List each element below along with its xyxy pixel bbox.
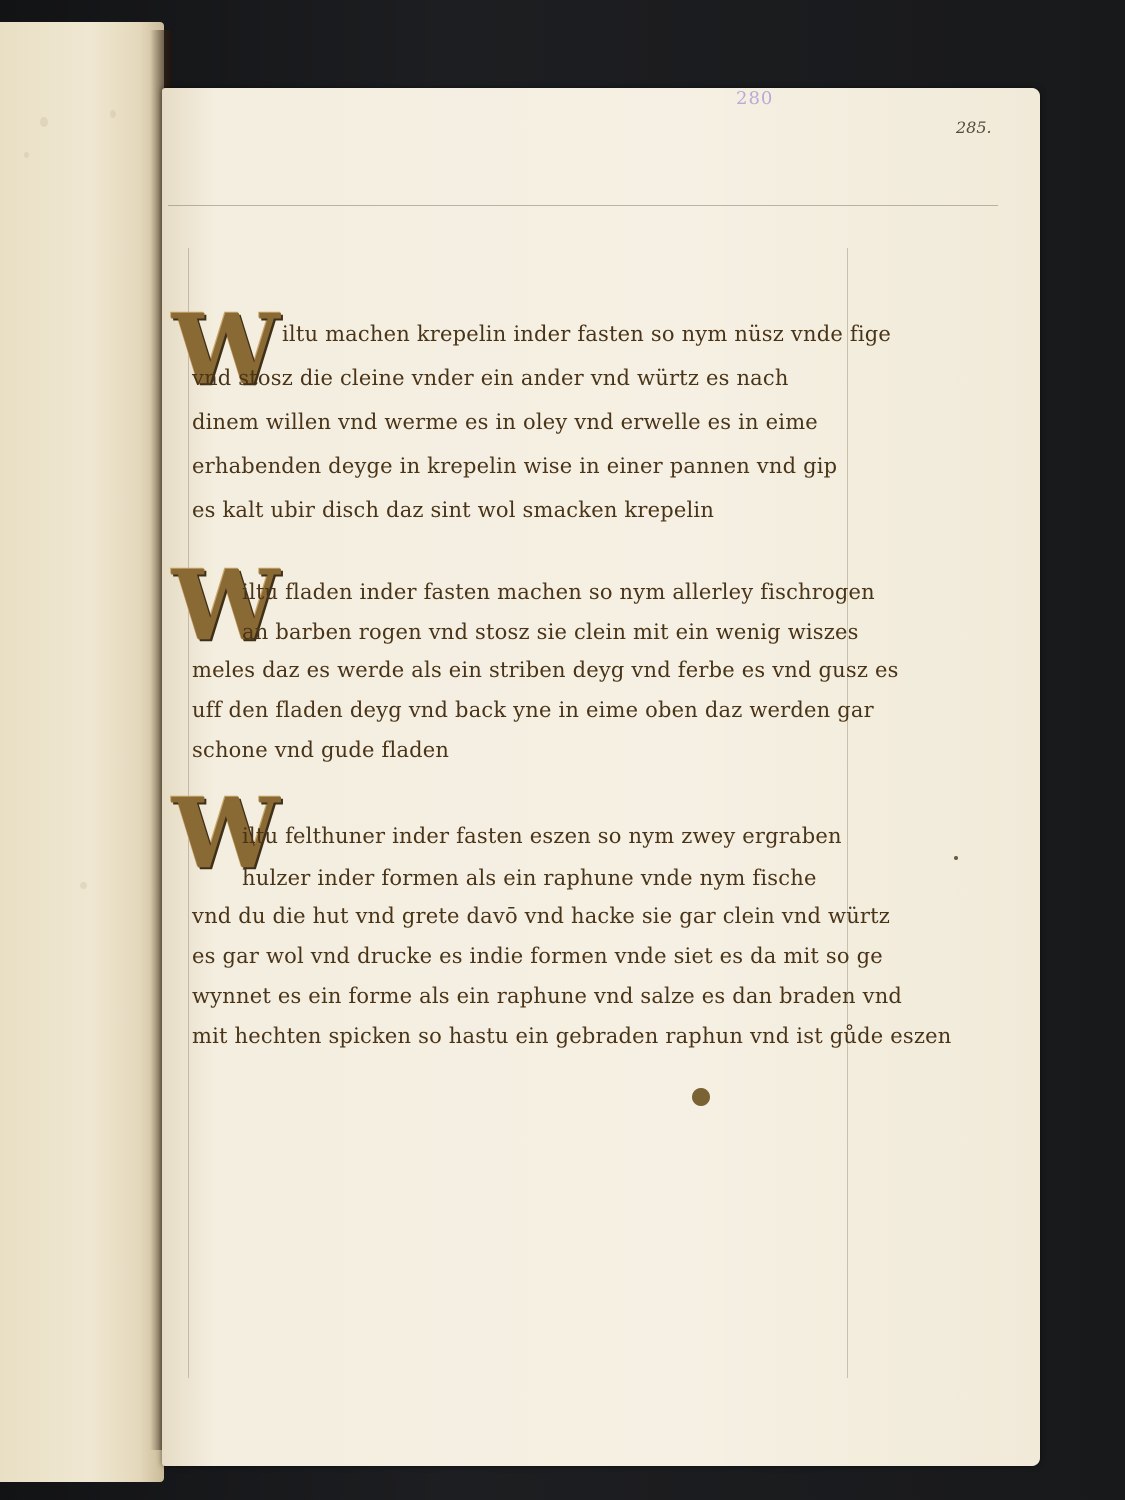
text-line: dinem willen vnd werme es in oley vnd erwelle es in eime: [192, 410, 818, 434]
text-line: an barben rogen vnd stosz sie clein mit ein wenig wiszes: [242, 620, 859, 644]
text-line: es kalt ubir disch daz sint wol smacken krepelin: [192, 498, 715, 522]
ruled-line-top: [168, 205, 998, 206]
recipe-paragraph-2: [172, 549, 899, 778]
recipe-paragraph-1: [172, 293, 892, 522]
decorated-initial: W: [172, 777, 280, 890]
text-line: vnd du die hut vnd grete davō vnd hacke sie gar clein vnd würtz: [192, 904, 891, 928]
facing-page: [0, 22, 164, 1482]
decorated-initial: W: [172, 549, 280, 662]
text-line: iltu machen krepelin inder fasten so nym nüsz vnde fige: [282, 322, 892, 346]
recipe-paragraph-3: [172, 777, 952, 1066]
text-line: iltu fladen inder fasten machen so nym allerley fischrogen: [242, 580, 875, 604]
text-line: schone vnd gude fladen: [192, 738, 450, 762]
text-line: iltu felthuner inder fasten eszen so nym zwey ergraben: [242, 824, 842, 848]
decorated-initial: W: [172, 293, 280, 406]
text-line: meles daz es werde als ein striben deyg vnd ferbe es vnd gusz es: [192, 658, 899, 682]
ink-speck: [954, 856, 958, 860]
text-line: mit hechten spicken so hastu ein gebraden raphun vnd ist gůde eszen: [192, 1024, 952, 1048]
manuscript-page: [162, 88, 1040, 1466]
ink-folio-number: 285.: [956, 118, 992, 137]
show-through-text: [222, 226, 372, 244]
text-line: uff den fladen deyg vnd back yne in eime oben daz werden gar: [192, 698, 874, 722]
ink-blot: [692, 1088, 710, 1106]
text-line: erhabenden deyge in krepelin wise in einer pannen vnd gip: [192, 454, 838, 478]
pencil-folio-number: 280: [736, 88, 774, 109]
text-line: wynnet es ein forme als ein raphune vnd salze es dan braden vnd: [192, 984, 903, 1008]
text-line: hulzer inder formen als ein raphune vnde nym fische: [242, 866, 817, 890]
text-line: es gar wol vnd drucke es indie formen vnde siet es da mit so ge: [192, 944, 883, 968]
text-line: vnd stosz die cleine vnder ein ander vnd würtz es nach: [192, 366, 789, 390]
